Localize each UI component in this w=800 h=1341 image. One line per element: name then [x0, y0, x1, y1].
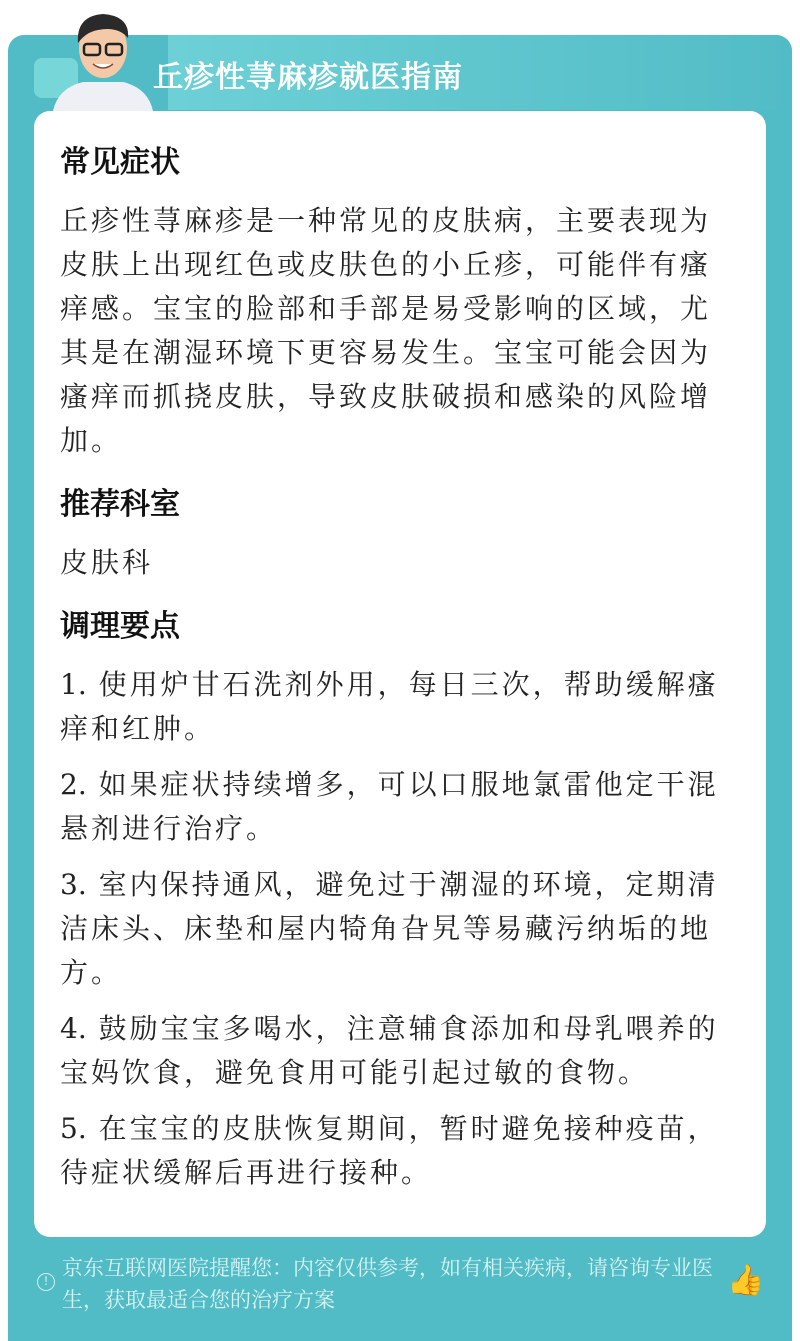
- symptoms-text: 丘疹性荨麻疹是一种常见的皮肤病，主要表现为皮肤上出现红色或皮肤色的小丘疹，可能伴有瘙痒感。宝宝的脸部和手部是易受影响的区域，尤其是在潮湿环境下更容易发生。宝宝可能会因为瘙痒而抓挠皮肤，导致皮肤破损和感染的风险增加。: [60, 204, 712, 457]
- content-card: [34, 111, 766, 1237]
- doctor-avatar-icon: [48, 8, 158, 111]
- care-list: [60, 663, 740, 1195]
- item-number: 1.: [60, 668, 87, 701]
- item-text: 鼓励宝宝多喝水，注意辅食添加和母乳喂养的宝妈饮食，避免食用可能引起过敏的食物。: [60, 1012, 719, 1089]
- list-item: [60, 763, 740, 851]
- item-number: 5.: [60, 1112, 87, 1145]
- item-number: 4.: [60, 1012, 87, 1045]
- item-number: 3.: [60, 868, 87, 901]
- department-text: 皮肤科: [60, 546, 154, 579]
- care-heading: 调理要点: [60, 609, 180, 644]
- item-number: 2.: [60, 768, 87, 801]
- info-icon: !: [37, 1273, 55, 1291]
- symptoms-heading: 常见症状: [60, 145, 180, 180]
- list-item: [60, 1007, 740, 1095]
- item-text: 使用炉甘石洗剂外用，每日三次，帮助缓解瘙痒和红肿。: [60, 668, 719, 745]
- thumbs-up-icon[interactable]: 👍: [727, 1263, 765, 1298]
- list-item: [60, 1107, 740, 1195]
- department-heading: 推荐科室: [60, 487, 180, 522]
- item-text: 如果症状持续增多，可以口服地氯雷他定干混悬剂进行治疗。: [60, 768, 719, 845]
- disclaimer-text: 京东互联网医院提醒您：内容仅供参考，如有相关疾病，请咨询专业医生，获取最适合您的治疗方案: [62, 1256, 713, 1312]
- page-title: 丘疹性荨麻疹就医指南: [153, 60, 463, 95]
- list-item: [60, 663, 740, 751]
- list-item: [60, 863, 740, 995]
- item-text: 室内保持通风，避免过于潮湿的环境，定期清洁床头、床垫和屋内犄角旮旯等易藏污纳垢的地方。: [60, 868, 719, 989]
- item-text: 在宝宝的皮肤恢复期间，暂时避免接种疫苗，待症状缓解后再进行接种。: [60, 1112, 719, 1189]
